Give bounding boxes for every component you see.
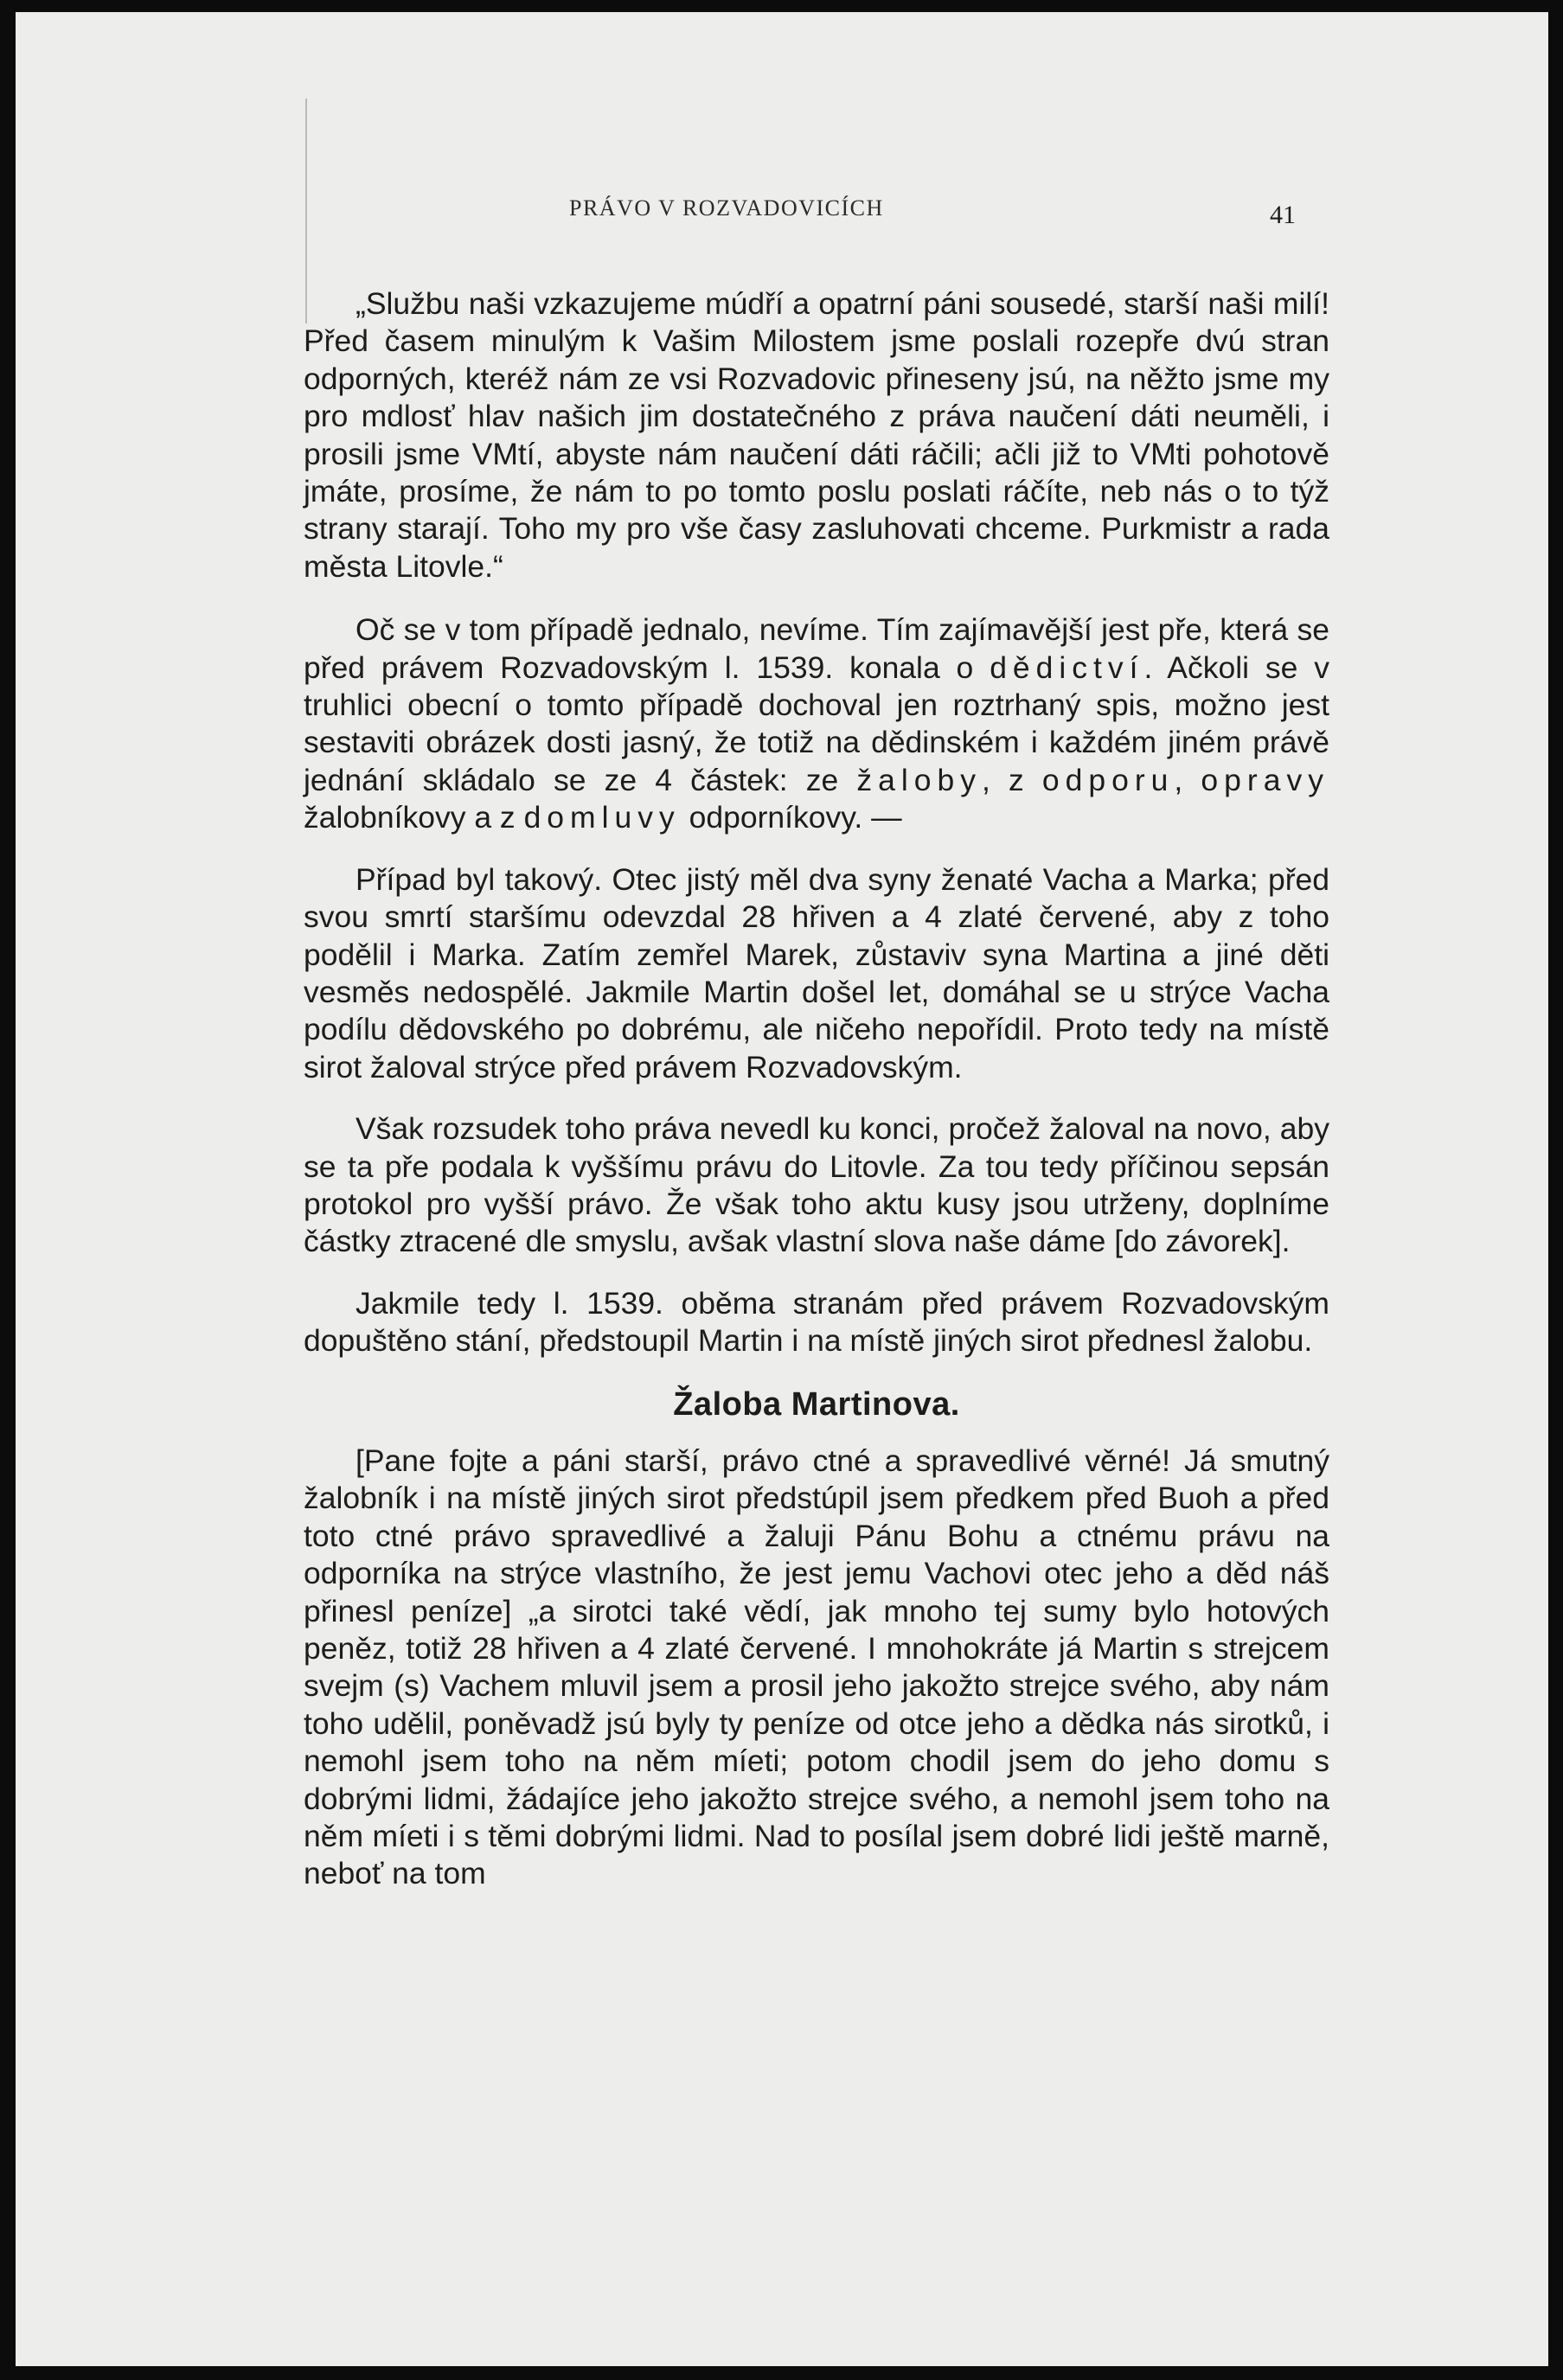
emphasis-spaced: dědictví [990,649,1144,685]
paragraph-intro [304,611,1329,836]
emphasis-spaced: odporu [1041,762,1175,797]
paragraph-complaint: [Pane fojte a páni starší, právo ctné a spravedlivé věrné! Já smutný žalobník i na místě jiných sirot předstúpil jsem předkem před Buoh a před toto ctné právo spravedlivé a žaluji Pánu Bohu a ctnému právu na odporníka na strýce vlastního, že jest jemu Vachovi otec jeho a děd náš přinesl peníze] „a sirotci také vědí, jak mnoho tej sumy bylo hotových peněz, totiž 28 hřiven a 4 zlaté červené. I mnohokráte já Martin s strejcem svejm (s) Vachem mluvil jsem a prosil jeho jakožto strejce svého, aby nám toho udělil, poněvadž jsú byly ty peníze od otce jeho a dědka nás sirotků, i nemohl jsem toho na něm míeti; potom chodil jsem do jeho domu s dobrými lidmi, žádajíce jeho jakožto strejce svého, a nemohl jsem toho na něm míeti i s těmi dobrými lidmi. Nad to posílal jsem dobré lidi ještě marně, neboť na tom [304,1443,1329,1891]
emphasis-spaced: žaloby [856,762,982,797]
paragraph-hearing: Jakmile tedy l. 1539. oběma stranám před právem Rozvadovským dopuštěno stání, předstoupil Martin i na místě jiných sirot přednesl žalobu. [304,1285,1329,1359]
text-run: žalobníkovy a z [304,800,524,835]
emphasis-spaced: opravy [1201,762,1329,797]
emphasis-spaced: domluvy [523,800,681,835]
body-text [304,285,1329,1893]
text-run: . Ačkoli se v truhlici obecní o tomto případě dochoval jen roztrhaný spis, možno jest sestaviti obrázek dosti jasný, že totiž na dědinském i každém jiném právě jednání skládalo se ze 4 částek: ze [304,649,1330,797]
section-heading: Žaloba Martinova. [673,1385,960,1423]
book-page [16,12,1548,2366]
text-run: , z [981,762,1042,797]
paragraph-letter: „Službu naši vzkazujeme múdří a opatrní páni sousedé, starší naši milí! Před časem minulým k Vašim Milostem jsme poslali rozepře dvú stran odporných, kteréž nám ze vsi Rozvadovic přineseny jsú, na něžto jsme my pro mdlosť hlav našich jim dostatečného z práva naučení dáti neuměli, i prosili jsme VMtí, abyste nám naučení dáti ráčili; ačli již to VMti pohotově jmáte, prosíme, že nám to po tomto poslu poslati ráčíte, neb nás o to týž strany starají. Toho my pro vše časy zasluhovati chceme. Purkmistr a rada města Litovle.“ [304,286,1329,584]
text-run: , [1174,762,1201,797]
paragraph-case: Případ byl takový. Otec jistý měl dva syny ženaté Vacha a Marka; před svou smrtí staršímu odevzdal 28 hřiven a 4 zlaté červené, aby z toho podělil i Marka. Zatím zemřel Marek, zůstaviv syna Martina a jiné děti vesměs nedospělé. Jakmile Martin došel let, domáhal se u strýce Vacha podílu dědovského po dobrému, ale ničeho nepořídil. Proto tedy na místě sirot žaloval strýce před právem Rozvadovským. [304,861,1329,1084]
running-title: PRÁVO V ROZVADOVICÍCH [569,195,884,221]
page-number: 41 [1270,201,1296,229]
paragraph-verdict: Však rozsudek toho práva nevedl ku konci, pročež žaloval na novo, aby se ta pře podala k vyššímu právu do Litovle. Za tou tedy příčinou sepsán protokol pro vyšší právo. Že však toho aktu kusy jsou utrženy, doplníme částky ztracené dle smyslu, avšak vlastní slova naše dáme [do závorek]. [304,1111,1329,1259]
text-run: odporníkovy. — [680,800,902,835]
text-run: Oč se v tom případě jednalo, nevíme. Tím zajímavější jest pře, která se před právem Rozvadovským l. 1539. konala o [304,612,1329,685]
